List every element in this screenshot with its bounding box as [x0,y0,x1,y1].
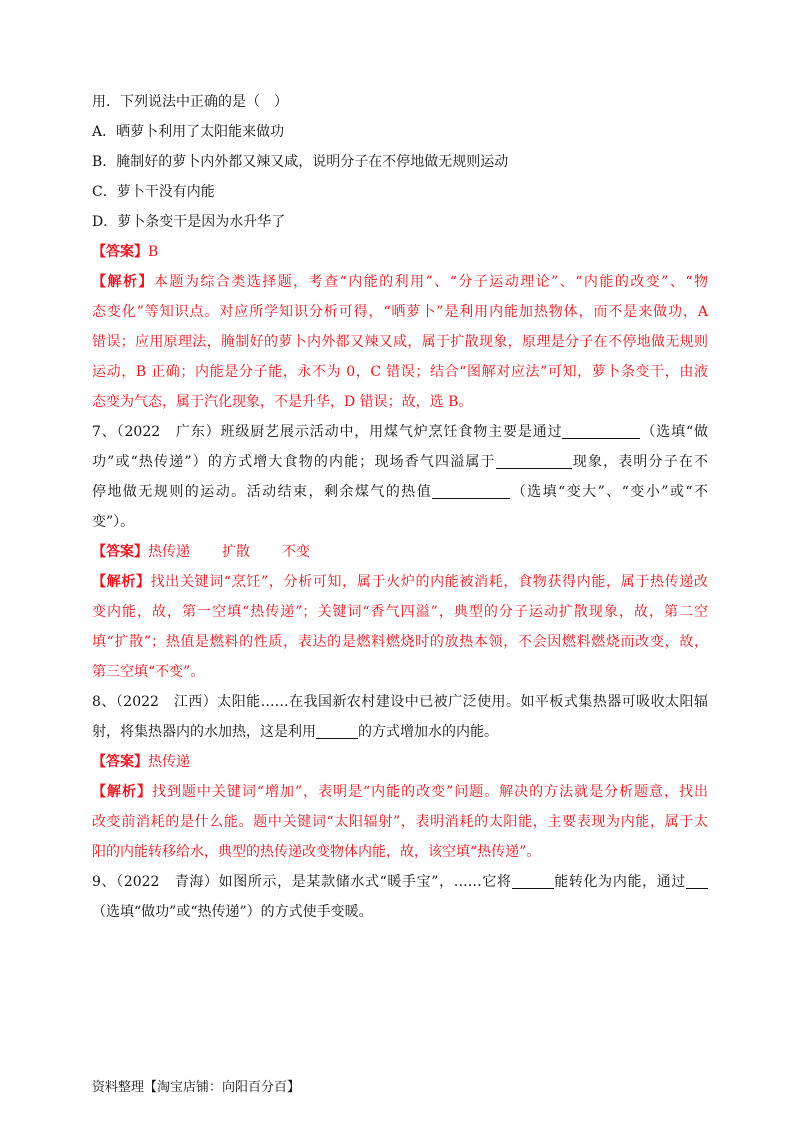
analysis-7-line-3: 填“扩散”；热值是燃料的性质，表达的是燃料燃烧时的放热本领，不会因燃料燃烧而改变，故， [92,634,708,650]
analysis-8-line-1: 【解析】找到题中关键词“增加”，表明是“内能的改变”问题。解决的方法就是分析题意，找出 [92,784,709,800]
question-7-line-3: 停地做无规则的运动。活动结束，剩余煤气的热值 （选填“变大”、“变小”或“不 [92,484,708,500]
analysis-7-line-2: 变内能，故，第一空填“热传递”；关键词“香气四溢”，典型的分子运动扩散现象，故，第二空 [92,604,708,620]
answer-value-3: 不变 [282,544,310,560]
analysis-6-line-4: 运动，B 正确；内能是分子能，永不为 0，C 错误；结合“图解对应法”可知，萝卜条变干，由液 [92,364,708,380]
analysis-6-line-3: 错误；应用原理法，腌制好的萝卜内外都又辣又咸，属于扩散现象，原理是分子在不停地做无规则 [92,334,708,350]
answer-7 [92,542,708,572]
answer-blank [496,454,572,469]
analysis-7-line-1: 【解析】找出关键词“烹饪”，分析可知，属于火炉的内能被消耗，食物获得内能，属于热传递改 [92,574,709,590]
answer-label: 【答案】 [92,544,148,560]
answer-blank [512,874,554,889]
analysis-8-line-2: 改变前消耗的是什么能。题中关键词“太阳辐射”，表明消耗的太阳能，主要表现为内能，属于太 [92,814,708,830]
document-body [92,92,708,932]
question-8-line-1: 8、（2022 江西）太阳能……在我国新农村建设中已被广泛使用。如平板式集热器可吸收太阳辐 [92,694,708,710]
question-9-line-1: 9、（2022 青海）如图所示，是某款储水式“暖手宝”，……它将 能转化为内能，通过 [92,872,708,902]
analysis-label: 【解析】 [92,274,154,290]
footer-source: 资料整理【淘宝店铺：向阳百分百】 [92,1080,301,1095]
question-8-line-2: 射，将集热器内的水加热，这是利用 的方式增加水的内能。 [92,724,498,740]
question-7-line-2: 功”或“热传递”）的方式增大食物的内能；现场香气四溢属于 现象，表明分子在不 [92,454,708,470]
option-c: C．萝卜干没有内能 [92,184,215,200]
option-b: B．腌制好的萝卜内外都又辣又咸，说明分子在不停地做无规则运动 [92,154,509,170]
answer-value: 热传递 [148,754,190,770]
analysis-8-line-3: 阳的内能转移给水，典型的热传递改变物体内能，故，该空填“热传递”。 [92,844,541,860]
analysis-label: 【解析】 [92,574,151,590]
analysis-6-line-5: 态变为气态，属于汽化现象，不是升华，D 错误；故，选 B。 [92,394,473,410]
answer-blank [686,874,708,889]
question-7-line-4: 变”）。 [92,514,135,530]
answer-8 [92,752,708,782]
analysis-label: 【解析】 [92,784,152,800]
answer-blank [562,424,640,439]
option-d: D．萝卜条变干是因为水升华了 [92,214,286,230]
answer-blank [316,724,358,739]
answer-value-1: 热传递 [148,544,190,560]
question-9-line-2: （选填“做功”或“热传递”）的方式使手变暖。 [92,904,373,920]
answer-6 [92,242,708,272]
analysis-6-line-2: 态变化”等知识点。对应所学知识分析可得，“晒萝卜”是利用内能加热物体，而不是来做功，A [92,304,708,320]
question-7-line-1: 7、（2022 广东）班级厨艺展示活动中，用煤气炉烹饪食物主要是通过 （选填“做 [92,424,708,440]
answer-blank [432,484,510,499]
option-a: A．晒萝卜利用了太阳能来做功 [92,124,285,140]
analysis-7-line-4: 第三空填“不变”。 [92,664,205,680]
question-6-stem: 用．下列说法中正确的是（ ） [92,94,288,110]
analysis-6-line-1: 【解析】本题为综合类选择题，考查“内能的利用”、“分子运动理论”、“内能的改变”、“物 [92,274,709,290]
answer-value-2: 扩散 [222,544,250,560]
answer-label: 【答案】 [92,244,148,260]
answer-label: 【答案】 [92,754,148,770]
answer-value: B [148,244,159,260]
